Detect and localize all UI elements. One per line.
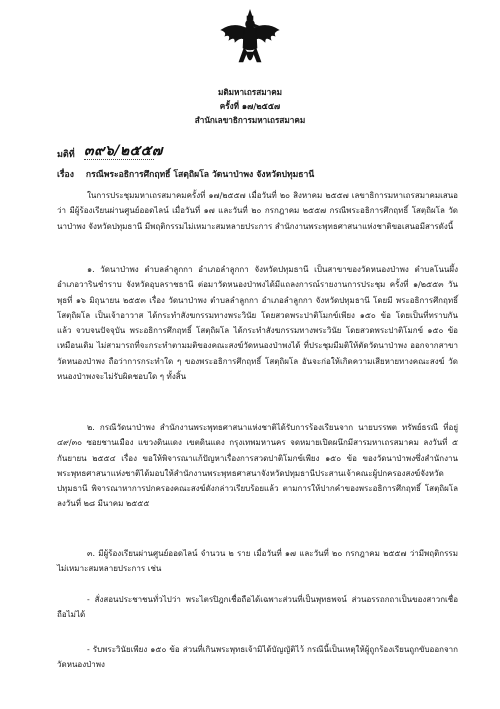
garuda-emblem-icon (219, 8, 281, 70)
bullet-item: - สั่งสอนประชาชนทั่วไปว่า พระไตรปิฎกเชื่อถือได้เฉพาะส่วนที่เป็นพุทธพจน์ ส่วนอรรถกถาเป็นของสาวกเชื่อถือไม่ได้ (57, 595, 459, 620)
resolution-label: มติที่ (57, 150, 75, 160)
paragraph-item-1: ๑. วัดนาป่าพง ตำบลลำลูกกา อำเภอลำลูกกา จังหวัดปทุมธานี เป็นสาขาของวัดหนองป่าพง ตำบลโนนผึ้ง อำเภอวารินชำราบ จังหวัดอุบลราชธานี ต่อมาวัดหนองป่าพงได้มีแถลงการณ์รายงานการประชุม ครั้งที่ ๑/๒๕๕๓ วันพุธที่ ๑๖ มิถุนายน ๒๕๕๓ เรื่อง วัดนาป่าพง ตำบลลำลูกกา อำเภอลำลูกกา จังหวัดปทุมธานี โดยมี พระอธิการศึกฤทธิ์ โสตฺถิผโล เป็นเจ้าอาวาส ได้กระทำสังฆกรรมทางพระวินัย โดยสวดพระปาติโมกข์เพียง ๑๕๐ ข้อ โดยเป็นที่ทราบกันแล้ว จวบจนปัจจุบัน พระอธิการศึกฤทธิ์ โสตฺถิผโล ได้กระทำสังฆกรรมทางพระวินัย โดยสวดพระปาติโมกข์ ๑๕๐ ข้อ เหมือนเดิม ไม่สามารถที่จะกระทำตามมติของคณะสงฆ์วัดหนองป่าพงได้ ที่ประชุมมีมติให้ตัดวัดนาป่าพง ออกจากสาขาวัดหนองป่าพง ถือว่าการกระทำใด ๆ ของพระอธิการศึกฤทธิ์ โสตฺถิผโล อันจะก่อให้เกิดความเสียหายทางคณะสงฆ์ วัดหนองป่าพงจะไม่รับผิดชอบใด ๆ ทั้งสิ้น (57, 265, 458, 382)
session-number: ครั้งที่ ๑๗/๒๕๕๗ (219, 101, 281, 111)
paragraph-item-3: ๓. มีผู้ร้องเรียนผ่านศูนย์ออดไลน์ จำนวน ๒ ราย เมื่อวันที่ ๑๗ และวันที่ ๒๐ กรกฎาคม ๒๕๕๗ ว่ามีพฤติกรรมไม่เหมาะสมหลายประการ เช่น (57, 549, 458, 574)
paragraph-item-2: ๒. กรณีวัดนาป่าพง สำนักงานพระพุทธศาสนาแห่งชาติได้รับการร้องเรียนจาก นายบรรพต ทรัพย์ธรณี ที่อยู่ ๔๙/๓๐ ซอยชานเมือง แขวงดินแดง เขตดินแดง กรุงเทพมหานคร จดหมายเปิดผนึกมีสารมหาเถรสมาคม ลงวันที่ ๕ กันยายน ๒๕๕๔ เรื่อง ขอให้พิจารณาแก้ปัญหาเรื่องการสวดปาติโมกข์เพียง ๑๕๐ ข้อ ของวัดนาป่าพงซึ่งสำนักงานพระพุทธศาสนาแห่งชาติได้มอบให้สำนักงานพระพุทธศาสนาจังหวัดปทุมธานีประสานเจ้าคณะผู้ปกครองสงฆ์จังหวัดปทุมธานี พิจารณาหาการปกครองคณะสงฆ์ดังกล่าวเรียบร้อยแล้ว ตามการให้ปากคำของพระอธิการศึกฤทธิ์ โสตฺถิผโล ลงวันที่ ๒๘ มีนาคม ๒๕๕๕ (57, 423, 458, 509)
resolution-underline (84, 159, 154, 160)
subject-label: เรื่อง (57, 170, 74, 180)
bullet-item: - รับพระวินัยเพียง ๑๕๐ ข้อ ส่วนที่เกินพระพุทธเจ้ามิได้บัญญัติไว้ กรณีนี้เป็นเหตุให้ผู้ถูกร้องเรียนถูกขับออกจากวัดหนองป่าพง (57, 645, 459, 670)
subject-line (57, 167, 314, 181)
paragraph-intro: ในการประชุมมหาเถรสมาคมครั้งที่ ๑๗/๒๕๕๗ เมื่อวันที่ ๒๐ สิงหาคม ๒๕๕๗ เลขาธิการมหาเถรสมาคมเสนอว่า มีผู้ร้องเรียนผ่านศูนย์ออดไลน์ เมื่อวันที่ ๑๗ และวันที่ ๒๐ กรกฎาคม ๒๕๕๗ กรณีพระอธิการศึกฤทธิ์ โสตฺถิผโล วัดนาป่าพง จังหวัดปทุมธานี มีพฤติกรรมไม่เหมาะสมหลายประการ สำนักงานพระพุทธศาสนาแห่งชาติขอเสนอมีสารดังนี้ (57, 191, 458, 231)
issuing-office: สำนักเลขาธิการมหาเถรสมาคม (194, 115, 306, 125)
document-heading: มติมหาเถรสมาคม (217, 87, 283, 97)
resolution-number: ๓๙๖/๒๕๕๗ (84, 143, 163, 159)
subject-text: กรณีพระอธิการศึกฤทธิ์ โสตฺถิผโล วัดนาป่าพง จังหวัดปทุมธานี (85, 170, 315, 180)
